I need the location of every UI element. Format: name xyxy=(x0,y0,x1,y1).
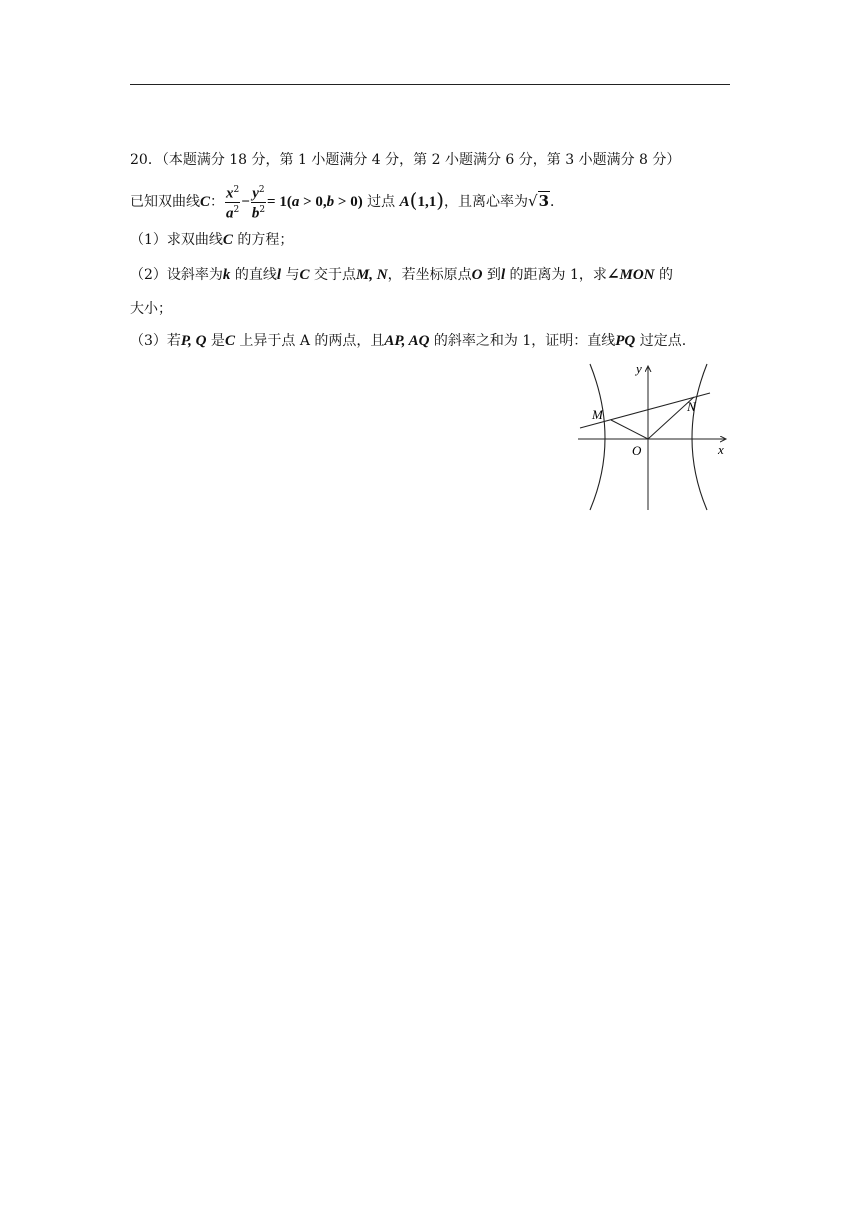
paren-open: ( xyxy=(409,188,418,213)
q3-prefix: （3）若 xyxy=(130,333,181,349)
var-y: y xyxy=(252,185,259,202)
question-3 xyxy=(130,331,686,351)
q3-var-pq: P, Q xyxy=(180,333,207,349)
hyperbola-figure xyxy=(570,360,740,515)
question-2 xyxy=(130,265,673,285)
question-1 xyxy=(130,230,293,250)
header-rule xyxy=(130,84,730,85)
fraction-x2-a2 xyxy=(225,183,240,221)
q2-text-7: 的距离为 1，求 xyxy=(505,267,607,283)
minus-sign: − xyxy=(241,194,250,211)
q2-var-l2: l xyxy=(500,267,506,283)
var-x: x xyxy=(226,185,234,202)
var-b: b xyxy=(251,205,260,222)
q2-text-4: 交于点 xyxy=(309,267,356,283)
q1-suffix: 的方程； xyxy=(232,232,294,248)
label-o: O xyxy=(632,443,642,458)
hyperbola-right-branch xyxy=(692,364,707,510)
problem-heading: 20．（本题满分 18 分，第 1 小题满分 4 分，第 2 小题满分 6 分，第 3 小题满分 8 分） xyxy=(130,152,681,168)
cond-b: b xyxy=(326,194,335,211)
q3-text-4: 的斜率之和为 1，证明：直线 xyxy=(429,333,616,349)
problem-intro xyxy=(130,183,564,221)
label-y: y xyxy=(636,361,642,376)
q2-var-mn: M, N xyxy=(355,267,388,283)
equation-rhs: = 1( xyxy=(267,194,292,211)
exp-y: 2 xyxy=(258,185,265,195)
label-x: x xyxy=(718,442,724,457)
cond-a: a xyxy=(291,194,300,211)
q3-var-apaq: AP, AQ xyxy=(384,333,430,349)
hyperbola-left-branch xyxy=(590,364,605,510)
cond-a-gt0: > 0, xyxy=(299,194,327,211)
q2-var-l: l xyxy=(276,267,282,283)
q2-text-5: ，若坐标原点 xyxy=(387,267,472,283)
passes-text: 过点 xyxy=(362,194,400,211)
q3-text-2: 是 xyxy=(206,333,225,349)
q2-text-3: 与 xyxy=(281,267,300,283)
label-m: M xyxy=(592,407,603,422)
cond-b-gt0: > 0) xyxy=(334,194,363,211)
q2-var-k: k xyxy=(222,267,231,283)
q2-prefix: （2）设斜率为 xyxy=(130,267,223,283)
q2-angle-mon: ∠MON xyxy=(606,267,655,283)
q3-text-5: 过定点. xyxy=(635,333,687,349)
fraction-y2-b2 xyxy=(251,183,266,221)
q2-text-2: 的直线 xyxy=(230,267,277,283)
colon: ： xyxy=(210,194,225,211)
q3-text-3: 上异于点 A 的两点，且 xyxy=(234,333,385,349)
label-n: N xyxy=(687,399,696,414)
q1-var-c: C xyxy=(222,232,233,248)
eccentricity-value: 3 xyxy=(538,192,549,211)
paren-close: ) xyxy=(436,188,444,213)
segment-om xyxy=(611,420,648,439)
q2-var-c: C xyxy=(299,267,310,283)
q2-text-8: 的 xyxy=(654,267,673,283)
exp-b: 2 xyxy=(259,204,266,215)
question-2-continued: 大小； xyxy=(130,301,172,317)
var-a: a xyxy=(226,205,234,222)
q3-var-c: C xyxy=(224,333,235,349)
point-a-name: A xyxy=(399,194,410,211)
exp-x: 2 xyxy=(233,185,240,195)
eccentricity-text: ，且离心率为 xyxy=(444,194,528,211)
q1-prefix: （1）求双曲线 xyxy=(130,232,223,248)
point-a-coords: 1,1 xyxy=(417,194,437,211)
hyperbola-name: C xyxy=(200,194,211,211)
q3-var-pq2: PQ xyxy=(615,333,636,349)
exp-a: 2 xyxy=(233,204,240,215)
eccentricity-sqrt: √3 xyxy=(528,192,549,211)
period: ． xyxy=(550,194,564,211)
q2-text-6: 到 xyxy=(482,267,501,283)
q2-var-o: O xyxy=(471,267,483,283)
intro-prefix: 已知双曲线 xyxy=(130,194,200,211)
